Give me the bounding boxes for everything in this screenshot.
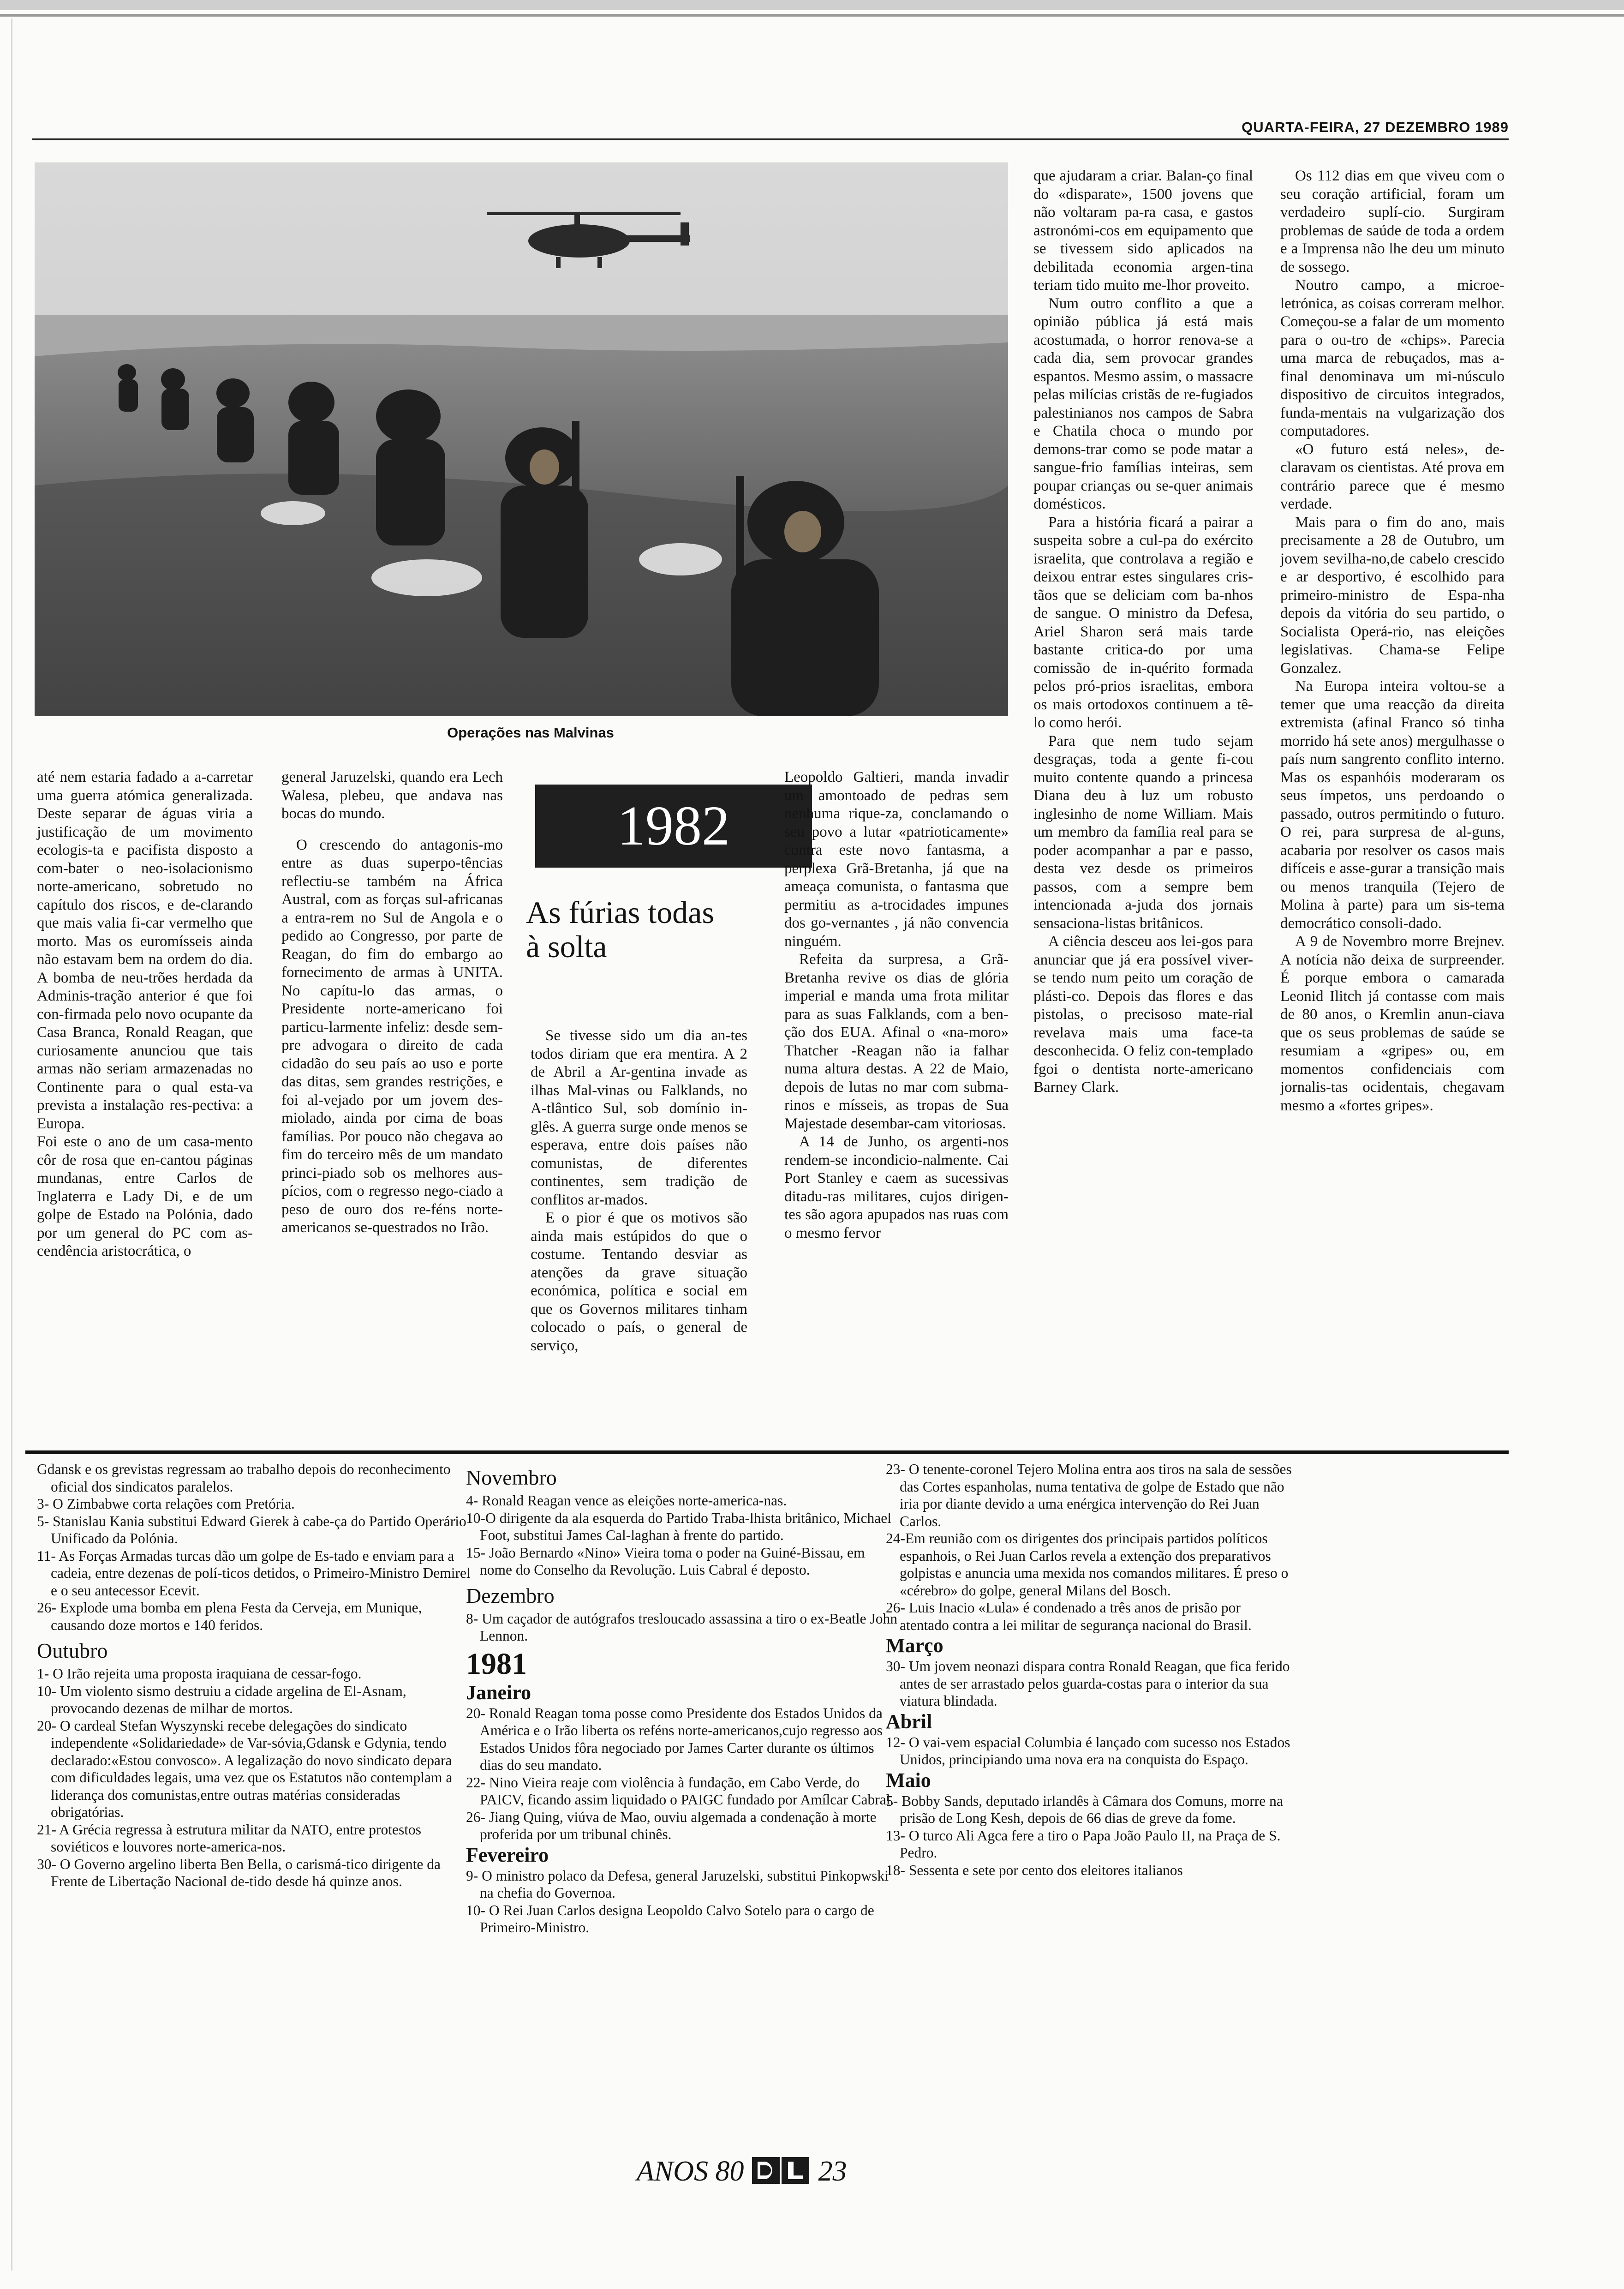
article-paragraph: «O futuro está neles», de-claravam os cientistas. Até prova em contrário parece que é mesmo verdade. xyxy=(1280,441,1505,512)
article-paragraph: Na Europa inteira voltou-se a temer que uma reacção da direita extremista (afinal Franco só tinha morrido há sete anos) mergulhasse o país num sangrento conflito interno. Mas os espanhóis moderaram os seus ímpetos, uns perdoando o passado, outros permitindo o futuro. O rei, para surpresa de al-guns, acabaria por resolver os casos mais difíceis e asse-gurar a transição mais ou menos tranquila (Tejero de Molina à parte) para um sis-tema democrático consoli-dado. xyxy=(1280,678,1505,932)
chronology-entry: 11- As Forças Armadas turcas dão um golpe de Es-tado e enviam para a cadeia, entre dezenas de polí-ticos detidos, o Primeiro-Ministro Demirel e o seu antecessor Ecevit. xyxy=(37,1547,471,1599)
chronology-entry: 15- João Bernardo «Nino» Vieira toma o poder na Guiné-Bissau, em nome do Conselho da Revolução. Luis Cabral é deposto. xyxy=(466,1544,865,1578)
page-dateline: QUARTA-FEIRA, 27 DEZEMBRO 1989 xyxy=(1242,119,1509,135)
chronology-entry: 10-O dirigente da ala esquerda do Partido Traba-lhista britânico, Michael Foot, substitui James Cal-laghan à frente do partido. xyxy=(466,1510,891,1543)
chronology-month-heading: Abril xyxy=(886,1710,932,1733)
article-paragraph: Noutro campo, a microe-letrónica, as coisas correram melhor. Começou-se a falar de um momento para o ou-tro de «chips». Parecia uma marca de rebuçados, mas a-final denominava um mi-núsculo dispositivo de circuitos integrados, funda-mentais na vulgarização dos computadores. xyxy=(1280,277,1505,439)
page-footer xyxy=(637,2155,847,2192)
chronology-entry: 9- O ministro polaco da Defesa, general Jaruzelski, substitui Pinkopwski na chefia do Governoa. xyxy=(466,1867,889,1901)
chronology-year-heading: 1981 xyxy=(466,1647,527,1681)
chronology-entry: 30- Um jovem neonazi dispara contra Ronald Reagan, que fica ferido antes de ser arrastado pelos guarda-costas para o interior da sua viatura blindada. xyxy=(886,1658,1290,1709)
chronology-month-heading: Março xyxy=(886,1634,943,1657)
article-paragraph: Num outro conflito a que a opinião pública já está mais acostumada, o horror renova-se a cada dia, sem provocar grandes espantos. Mesmo assim, o massacre pelas milícias cristãs de re-fugiados palestinianos nos campos de Sabra e Chatila choca o mundo por demons-trar como se pode matar a sangue-frio famílias inteiras, sem poupar crianças ou se-quer animais domésticos. xyxy=(1033,295,1253,512)
footer-section-label: ANOS 80 xyxy=(637,2156,744,2187)
article-paragraph: O crescendo do antagonis-mo entre as duas superpo-tências reflectiu-se também na África Austral, com as forças sul-africanas a entra-rem no Sul de Angola e o pedido ao Congresso, por parte de Reagan, do fim do embargo ao fornecimento de armas à UNITA. No capítu-lo das armas, o Presidente norte-americano foi particu-larmente infeliz: desde sem-pre advogara o direito de cada cidadão do seu país ao uso e porte das ditas, sem grandes restrições, e foi al-vejado por um jovem des-miolado, ainda por cima de boas famílias. Por pouco não chegava ao fim do terceiro mês de um mandato princi-piado sob os melhores aus-pícios, com o regresso nego-ciado a peso de ouro dos re-féns norte-americanos se-questrados no Irão. xyxy=(281,836,503,1236)
chronology-month-heading: Maio xyxy=(886,1768,931,1792)
scan-left-edge xyxy=(11,18,12,2271)
page-number: 23 xyxy=(818,2156,847,2187)
article-paragraph: A ciência desceu aos lei-gos para anunciar que já era possível viver-se tendo num peito um coração de plásti-co. Depois das flores e das pistolas, o precisoso mate-rial revelava mais uma face-ta desconhecida. O feliz con-templado fgoi o dentista norte-americano Barney Clark. xyxy=(1033,933,1253,1096)
chronology-column-2 xyxy=(466,1461,900,1936)
chronology-month-heading: Fevereiro xyxy=(466,1843,549,1866)
chronology-entry: 10- O Rei Juan Carlos designa Leopoldo Calvo Sotelo para o cargo de Primeiro-Ministro. xyxy=(466,1902,874,1935)
scan-top-line xyxy=(0,14,1624,17)
chronology-column-3 xyxy=(886,1461,1292,1879)
article-paragraph: Para a história ficará a pairar a suspeita sobre a cul-pa do exército israelita, que controlava a região e deixou entrar estes singulares cris-tãos que se deliciam com ba-nhos de sangue. O ministro da Defesa, Ariel Sharon será mais tarde bastante critica-do por uma comissão de in-quérito formada pelos pró-prios israelitas, embora os mais ortodoxos continuem a tê-lo como herói. xyxy=(1033,514,1253,731)
article-paragraph: general Jaruzelski, quando era Lech Walesa, plebeu, que andava nas bocas do mundo. xyxy=(281,769,503,822)
chronology-entry: 3- O Zimbabwe corta relações com Pretória. xyxy=(37,1496,295,1512)
chronology-entry: 26- Luis Inacio «Lula» é condenado a três anos de prisão por atentado contra a lei militar de segurança nacional do Brasil. xyxy=(886,1600,1252,1633)
chronology-entry: 24-Em reunião com os dirigentes dos principais partidos políticos espanhois, o Rei Juan Carlos revela a extenção dos preparativos golpistas e anuncia uma mexida nos comandos militares. É preso o «cérebro» do golpe, general Milans del Bosch. xyxy=(886,1530,1289,1599)
chronology-entry: 8- Um caçador de autógrafos tresloucado assassina a tiro o ex-Beatle John Lennon. xyxy=(466,1610,898,1644)
dl-logo xyxy=(751,2156,811,2192)
chronology-entry: Gdansk e os grevistas regressam ao trabalho depois do reconhecimento oficial dos sindicatos paralelos. xyxy=(37,1461,451,1495)
article-column-4 xyxy=(784,768,1009,1242)
article-paragraph: Refeita da surpresa, a Grã-Bretanha revive os dias de glória imperial e manda uma frota militar para as suas Falklands, com a ben-ção dos EUA. Afinal o «na-moro» Thatcher -Reagan não ia falhar numa altura destas. A 22 de Maio, depois de lutas no mar com subma-rinos e mísseis, as tropas de Sua Majestade desembar-cam vitoriosas. xyxy=(784,951,1009,1132)
chronology-entry: 23- O tenente-coronel Tejero Molina entra aos tiros na sala de sessões das Cortes espanholas, numa tentativa de golpe de Estado que não iria por diante devido a uma enérgica intervenção do Rei Juan Carlos. xyxy=(886,1461,1292,1529)
chronology-entry: 12- O vai-vem espacial Columbia é lançado com sucesso nos Estados Unidos, principiando uma nova era na conquista do Espaço. xyxy=(886,1734,1290,1768)
chronology-entry: 5- Stanislau Kania substitui Edward Gierek à cabe-ça do Partido Operário Unificado da Polónia. xyxy=(37,1513,466,1546)
chronology-month-heading: Outubro xyxy=(37,1639,108,1662)
chronology-month-heading: Dezembro xyxy=(466,1583,555,1607)
chronology-entry: 18- Sessenta e sete por cento dos eleitores italianos xyxy=(886,1862,1183,1878)
chronology-entry: 20- O cardeal Stefan Wyszynski recebe delegações do sindicato independente «Solidariedade» de Var-sóvia,Gdansk e Gdynia, tendo declarado:«Estou convosco». A legalização do novo sindicato depara com dificuldades legais, uma vez que os Estatutos não contemplam a liderança dos comunistas,entre outras matérias consideradas obrigatórias. xyxy=(37,1717,453,1820)
photo-caption: Operações nas Malvinas xyxy=(447,725,614,741)
article-column-5 xyxy=(1033,167,1253,1097)
scan-top-band xyxy=(0,0,1624,10)
header-rule xyxy=(32,138,1509,140)
article-paragraph: A 14 de Junho, os argenti-nos rendem-se incondicio-nalmente. Cai Port Stanley e caem as sucessivas ditadu-ras militares, cujos dirigen-tes são agora apupados nas ruas com o mesmo fervor xyxy=(784,1133,1009,1241)
chronology-entry: 22- Nino Vieira reaje com violência à fundação, em Cabo Verde, do PAICV, ficando assim liquidado o PAIGC fundado por Amílcar Cabral. xyxy=(466,1774,894,1808)
article-column-1 xyxy=(37,768,253,1261)
chronology-entry: 10- Um violento sismo destruiu a cidade argelina de El-Asnam, provocando dezenas de milhar de mortos. xyxy=(37,1683,406,1716)
article-paragraph: até nem estaria fadado a a-carretar uma guerra atómica generalizada. Deste separar de águas viria a justificação de um movimento ecologis-ta e pacifista disposto a com-bater o neo-isolacionismo norte-americano, sobretudo no capítulo dos riscos, e de-clarando que mais valia fi-car vermelho que morto. Mas os euromísseis ainda não estavam bem na ordem do dia. A bomba de neu-trões herdada da Adminis-tração anterior é que foi con-firmada pelo novo ocupante da Casa Branca, Ronald Reagan, que curiosamente anunciou que tais armas não seriam armazenadas no Continente para o qual esta-va prevista a instalação res-pectiva: a Europa. xyxy=(37,769,253,1132)
chronology-month-heading: Janeiro xyxy=(466,1681,531,1704)
chronology-entry: 4- Ronald Reagan vence as eleições norte-america-nas. xyxy=(466,1492,787,1509)
article-paragraph: E o pior é que os motivos são ainda mais estúpidos do que o costume. Tentando desviar as atenções da grave situação económica, política e social em que os Governos militares tinham colocado o país, o general de serviço, xyxy=(531,1210,747,1354)
article-column-2 xyxy=(281,768,503,1237)
article-paragraph: que ajudaram a criar. Balan-ço final do «disparate», 1500 jovens que não voltaram pa-ra casa, e gastos astronómi-cos em equipamento que se tivessem sido aplicados na debilitada economia argen-tina teriam tido muito me-lhor proveito. xyxy=(1033,168,1253,294)
chronology-entry: 5- Bobby Sands, deputado irlandês à Câmara dos Comuns, morre na prisão de Long Kesh, depois de 66 dias de greve da fome. xyxy=(886,1792,1283,1826)
article-paragraph: Leopoldo Galtieri, manda invadir um amontoado de pedras sem nenhuma rique-za, conclamando o seu povo a lutar «patrioticamente» contra este novo fantasma, a perplexa Grã-Bretanha, já que na ameaça comunista, o fantasma que permitiu as a-trocidades impunes dos go-vernantes , já não convencia ninguém. xyxy=(784,769,1009,950)
article-paragraph: Mais para o fim do ano, mais precisamente a 28 de Outubro, um jovem sevilha-no,de cabelo crescido e ar desportivo, é escolhido para primeiro-ministro de Espa-nha depois da vitória do seu partido, o Socialista Operá-rio, nas eleições legislativas. Chama-se Felipe Gonzalez. xyxy=(1280,514,1505,677)
article-paragraph: Para que nem tudo sejam desgraças, toda a gente fi-cou muito contente quando a princesa Diana deu à luz um robusto inglesinho de nome William. Mais um membro da família real para se poder acompanhar a par e passo, desta vez desde os primeiros passos, com a sempre bem intencionada a-juda dos jornais sensaciona-listas britânicos. xyxy=(1033,732,1253,932)
article-paragraph: A 9 de Novembro morre Brejnev. A notícia não deixa de surpreender. É porque embora o camarada Leonid Ilitch já contasse com mais de 80 anos, o Kremlin anun-ciava que os seus problemas de saúde se resumiam a «gripes» ou, em momentos confidenciais com jornalis-tas ocidentais, chegavam mesmo a «fortes gripes». xyxy=(1280,933,1505,1114)
chronology-entry: 21- A Grécia regressa à estrutura militar da NATO, entre protestos soviéticos e louvores norte-america-nos. xyxy=(37,1821,422,1855)
article-paragraph: Foi este o ano de um casa-mento côr de rosa que en-cantou páginas mundanas, entre Carlos de Inglaterra e Lady Di, e de um golpe de Estado na Polónia, dado por um general do PC com as-cendência aristocrática, o xyxy=(37,1133,253,1259)
chronology-entry: 30- O Governo argelino liberta Ben Bella, o carismá-tico dirigente da Frente de Libertação Nacional de-tido desde há quinze anos. xyxy=(37,1856,441,1889)
article-column-6 xyxy=(1280,167,1505,1115)
article-paragraph: Os 112 dias em que viveu com o seu coração artificial, foram um verdadeiro suplí-cio. Surgiram problemas de saúde de toda a ordem e a Imprensa não lhe deu um minuto de sossego. xyxy=(1280,168,1505,276)
chronology-entry: 1- O Irão rejeita uma proposta iraquiana de cessar-fogo. xyxy=(37,1666,362,1682)
article-paragraph: Se tivesse sido um dia an-tes todos diriam que era mentira. A 2 de Abril a Ar-gentina invade as ilhas Mal-vinas ou Falklands, no A-tlântico Sul, sob domínio in-glês. A guerra surge onde menos se esperava, entre dois países não comunistas, de diferentes continentes, sem tradição de conflitos ar-mados. xyxy=(531,1027,747,1208)
chronology-column-1 xyxy=(37,1461,471,1890)
chronology-entry: 26- Explode uma bomba em plena Festa da Cerveja, em Munique, causando doze mortos e 140 feridos. xyxy=(37,1600,422,1633)
article-headline: As fúrias todas à solta xyxy=(526,895,714,964)
chronology-entry: 26- Jiang Quing, viúva de Mao, ouviu algemada a condenação à morte proferida por um tribunal chinês. xyxy=(466,1809,877,1842)
section-divider xyxy=(25,1450,1509,1454)
chronology-entry: 13- O turco Ali Agca fere a tiro o Papa João Paulo II, na Praça de S. Pedro. xyxy=(886,1827,1281,1861)
chronology-entry: 20- Ronald Reagan toma posse como Presidente dos Estados Unidos da América e o Irão liberta os reféns norte-americanos,cujo regresso aos Estados Unidos fôra negociado por James Carter durante os últimos dias do seu mandato. xyxy=(466,1705,883,1773)
chronology-month-heading: Novembro xyxy=(466,1466,557,1489)
article-column-3 xyxy=(531,1027,747,1355)
year-banner: 1982 xyxy=(535,785,812,868)
malvinas-photo xyxy=(35,162,1008,716)
